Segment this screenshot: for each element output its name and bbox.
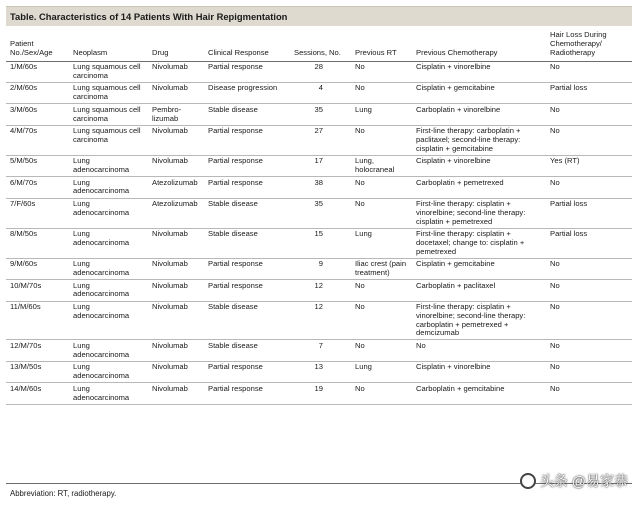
cell-hair-loss: No (546, 61, 632, 82)
header-previous-rt: Previous RT (351, 27, 412, 61)
cell-previous-rt: No (351, 301, 412, 340)
cell-hair-loss: No (546, 258, 632, 279)
cell-patient: 2/M/60s (6, 82, 69, 103)
header-patient: Patient No./Sex/Age (6, 27, 69, 61)
cell-clinical-response: Stable disease (204, 198, 290, 228)
cell-patient: 3/M/60s (6, 104, 69, 125)
table-row (6, 383, 632, 404)
cell-clinical-response: Partial response (204, 361, 290, 382)
cell-sessions: 17 (290, 155, 351, 176)
table-row (6, 104, 632, 125)
cell-clinical-response: Partial response (204, 258, 290, 279)
cell-sessions: 12 (290, 301, 351, 340)
cell-previous-rt: No (351, 82, 412, 103)
cell-patient: 12/M/70s (6, 340, 69, 361)
cell-drug: Nivolumab (148, 125, 204, 155)
cell-neoplasm: Lung adenocarcinoma (69, 228, 148, 258)
cell-previous-chemotherapy: Cisplatin + gemcitabine (412, 82, 546, 103)
cell-drug: Nivolumab (148, 340, 204, 361)
patients-table (6, 27, 632, 405)
cell-neoplasm: Lung squamous cell carcinoma (69, 61, 148, 82)
cell-previous-rt: Lung (351, 104, 412, 125)
table-row (6, 361, 632, 382)
watermark-text: 头条 @易家恭 (539, 473, 628, 489)
cell-previous-chemotherapy: Carboplatin + paclitaxel (412, 280, 546, 301)
cell-hair-loss: No (546, 301, 632, 340)
cell-previous-rt: Lung, holocraneal (351, 155, 412, 176)
cell-neoplasm: Lung adenocarcinoma (69, 258, 148, 279)
cell-clinical-response: Disease progression (204, 82, 290, 103)
cell-previous-chemotherapy: Cisplatin + vinorelbine (412, 361, 546, 382)
cell-hair-loss: No (546, 340, 632, 361)
cell-clinical-response: Stable disease (204, 104, 290, 125)
cell-neoplasm: Lung squamous cell carcinoma (69, 104, 148, 125)
cell-clinical-response: Stable disease (204, 301, 290, 340)
table-body (6, 61, 632, 404)
header-previous-chemotherapy: Previous Chemotherapy (412, 27, 546, 61)
cell-hair-loss: No (546, 177, 632, 198)
cell-clinical-response: Partial response (204, 280, 290, 301)
cell-drug: Nivolumab (148, 258, 204, 279)
table-row (6, 82, 632, 103)
cell-hair-loss: Partial loss (546, 228, 632, 258)
cell-previous-chemotherapy: First-line therapy: carboplatin + paclitaxel; second-line therapy: cisplatin + gemcitabine (412, 125, 546, 155)
cell-previous-rt: No (351, 177, 412, 198)
cell-previous-rt: No (351, 280, 412, 301)
table-row (6, 177, 632, 198)
cell-clinical-response: Stable disease (204, 228, 290, 258)
cell-patient: 7/F/60s (6, 198, 69, 228)
cell-clinical-response: Partial response (204, 155, 290, 176)
cell-neoplasm: Lung squamous cell carcinoma (69, 125, 148, 155)
cell-previous-rt: No (351, 61, 412, 82)
cell-clinical-response: Stable disease (204, 340, 290, 361)
cell-previous-rt: No (351, 383, 412, 404)
table-row (6, 340, 632, 361)
cell-hair-loss: Yes (RT) (546, 155, 632, 176)
cell-drug: Nivolumab (148, 228, 204, 258)
cell-neoplasm: Lung adenocarcinoma (69, 198, 148, 228)
cell-patient: 8/M/50s (6, 228, 69, 258)
cell-sessions: 27 (290, 125, 351, 155)
cell-patient: 6/M/70s (6, 177, 69, 198)
cell-neoplasm: Lung squamous cell carcinoma (69, 82, 148, 103)
cell-drug: Nivolumab (148, 383, 204, 404)
cell-neoplasm: Lung adenocarcinoma (69, 361, 148, 382)
cell-drug: Nivolumab (148, 361, 204, 382)
cell-previous-chemotherapy: No (412, 340, 546, 361)
cell-previous-chemotherapy: Carboplatin + vinorelbine (412, 104, 546, 125)
cell-sessions: 35 (290, 104, 351, 125)
cell-drug: Nivolumab (148, 82, 204, 103)
cell-patient: 5/M/50s (6, 155, 69, 176)
cell-hair-loss: Partial loss (546, 82, 632, 103)
cell-drug: Atezolizumab (148, 198, 204, 228)
header-hair-loss: Hair Loss During Chemotherapy/ Radiotherapy (546, 27, 632, 61)
cell-sessions: 12 (290, 280, 351, 301)
cell-clinical-response: Partial response (204, 125, 290, 155)
cell-patient: 14/M/60s (6, 383, 69, 404)
table-row (6, 258, 632, 279)
table-header-row (6, 27, 632, 61)
table-row (6, 125, 632, 155)
cell-previous-chemotherapy: First-line therapy: cisplatin + vinorelbine; second-line therapy: carboplatin + pemetrexed + demcizumab (412, 301, 546, 340)
table-row (6, 280, 632, 301)
cell-hair-loss: No (546, 361, 632, 382)
cell-drug: Atezolizumab (148, 177, 204, 198)
table-row (6, 61, 632, 82)
watermark-logo-icon (520, 473, 536, 489)
cell-previous-chemotherapy: Cisplatin + vinorelbine (412, 155, 546, 176)
cell-previous-rt: No (351, 340, 412, 361)
watermark (520, 471, 628, 491)
cell-previous-chemotherapy: First-line therapy: cisplatin + docetaxel; change to: cisplatin + pemetrexed (412, 228, 546, 258)
cell-sessions: 9 (290, 258, 351, 279)
header-sessions: Sessions, No. (290, 27, 351, 61)
cell-previous-chemotherapy: Cisplatin + vinorelbine (412, 61, 546, 82)
cell-sessions: 4 (290, 82, 351, 103)
header-drug: Drug (148, 27, 204, 61)
cell-patient: 11/M/60s (6, 301, 69, 340)
cell-sessions: 38 (290, 177, 351, 198)
cell-patient: 4/M/70s (6, 125, 69, 155)
cell-hair-loss: Partial loss (546, 198, 632, 228)
cell-sessions: 15 (290, 228, 351, 258)
cell-previous-rt: No (351, 125, 412, 155)
cell-previous-rt: Iliac crest (pain treatment) (351, 258, 412, 279)
cell-hair-loss: No (546, 280, 632, 301)
cell-drug: Nivolumab (148, 155, 204, 176)
cell-hair-loss: No (546, 125, 632, 155)
cell-drug: Nivolumab (148, 61, 204, 82)
table-row (6, 155, 632, 176)
cell-drug: Nivolumab (148, 301, 204, 340)
cell-sessions: 7 (290, 340, 351, 361)
cell-sessions: 35 (290, 198, 351, 228)
cell-hair-loss: No (546, 104, 632, 125)
cell-neoplasm: Lung adenocarcinoma (69, 301, 148, 340)
cell-clinical-response: Partial response (204, 61, 290, 82)
cell-neoplasm: Lung adenocarcinoma (69, 155, 148, 176)
cell-previous-rt: Lung (351, 361, 412, 382)
table-row (6, 301, 632, 340)
cell-sessions: 19 (290, 383, 351, 404)
cell-previous-rt: Lung (351, 228, 412, 258)
cell-patient: 1/M/60s (6, 61, 69, 82)
cell-previous-chemotherapy: Carboplatin + gemcitabine (412, 383, 546, 404)
cell-clinical-response: Partial response (204, 177, 290, 198)
cell-neoplasm: Lung adenocarcinoma (69, 177, 148, 198)
cell-clinical-response: Partial response (204, 383, 290, 404)
cell-previous-rt: No (351, 198, 412, 228)
header-neoplasm: Neoplasm (69, 27, 148, 61)
cell-drug: Nivolumab (148, 280, 204, 301)
cell-sessions: 13 (290, 361, 351, 382)
cell-patient: 9/M/60s (6, 258, 69, 279)
cell-hair-loss: No (546, 383, 632, 404)
cell-previous-chemotherapy: First-line therapy: cisplatin + vinorelbine; second-line therapy: cisplatin + pemetrexed (412, 198, 546, 228)
table-title: Table. Characteristics of 14 Patients With Hair Repigmentation (6, 6, 632, 26)
header-clinical-response: Clinical Response (204, 27, 290, 61)
cell-previous-chemotherapy: Cisplatin + gemcitabine (412, 258, 546, 279)
cell-neoplasm: Lung adenocarcinoma (69, 383, 148, 404)
cell-previous-chemotherapy: Carboplatin + pemetrexed (412, 177, 546, 198)
footnote: Abbreviation: RT, radiotherapy. (6, 483, 632, 498)
cell-patient: 10/M/70s (6, 280, 69, 301)
table-row (6, 228, 632, 258)
cell-sessions: 28 (290, 61, 351, 82)
cell-patient: 13/M/50s (6, 361, 69, 382)
table-row (6, 198, 632, 228)
cell-drug: Pembro-lizumab (148, 104, 204, 125)
cell-neoplasm: Lung adenocarcinoma (69, 340, 148, 361)
cell-neoplasm: Lung adenocarcinoma (69, 280, 148, 301)
